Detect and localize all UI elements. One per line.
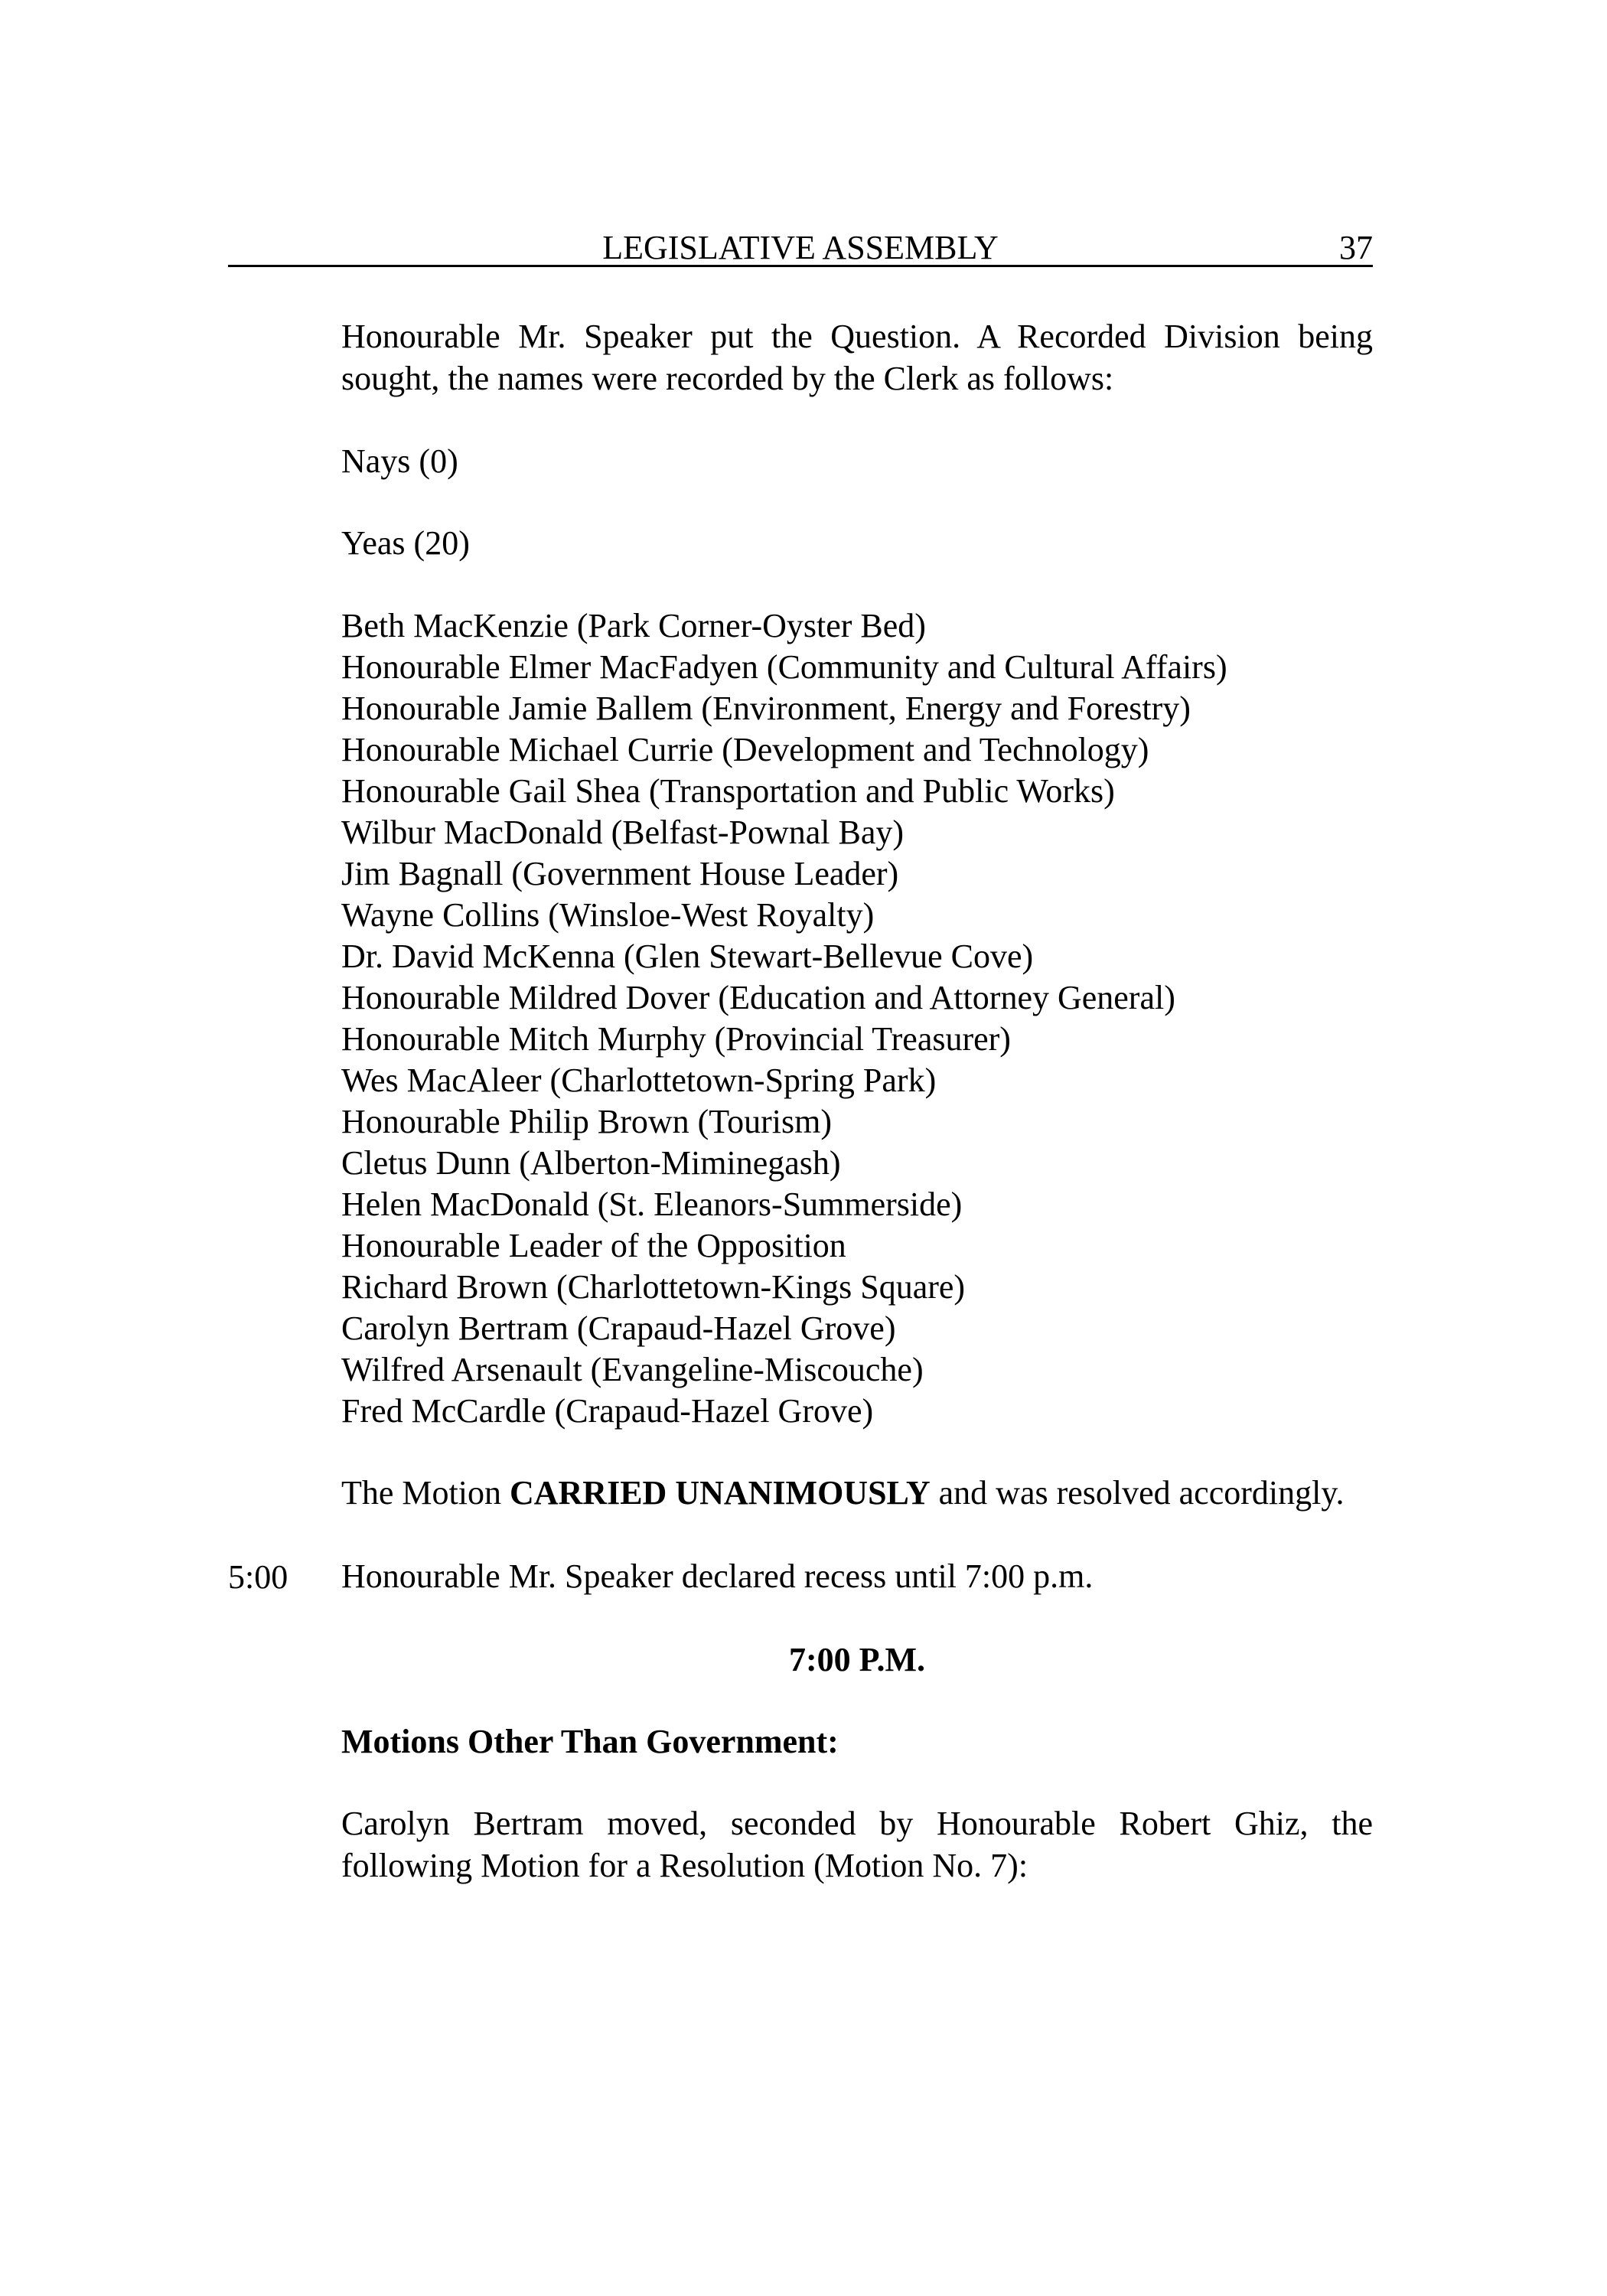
- list-item: Honourable Jamie Ballem (Environment, Energy and Forestry): [341, 690, 1191, 727]
- list-item: Wes MacAleer (Charlottetown-Spring Park): [341, 1062, 937, 1099]
- list-item: Wilfred Arsenault (Evangeline-Miscouche): [341, 1351, 924, 1388]
- running-header: [228, 227, 1373, 269]
- recess-text: Honourable Mr. Speaker declared recess until 7:00 p.m.: [341, 1557, 1094, 1595]
- list-item: Dr. David McKenna (Glen Stewart-Bellevue Cove): [341, 938, 1034, 975]
- intro-paragraph: Honourable Mr. Speaker put the Question. A Recorded Division being sought, the names were recorded by the Clerk as follows:: [341, 318, 1373, 397]
- list-item: Jim Bagnall (Government House Leader): [341, 855, 899, 892]
- motion-paragraph: Carolyn Bertram moved, seconded by Honourable Robert Ghiz, the following Motion for a Resolution (Motion No. 7):: [341, 1805, 1373, 1884]
- result-prefix: The Motion: [341, 1474, 510, 1512]
- list-item: Honourable Philip Brown (Tourism): [341, 1103, 832, 1140]
- list-item: Wayne Collins (Winsloe-West Royalty): [341, 896, 875, 934]
- list-item: Wilbur MacDonald (Belfast-Pownal Bay): [341, 814, 905, 851]
- nays-label: Nays (0): [341, 442, 458, 480]
- list-item: Fred McCardle (Crapaud-Hazel Grove): [341, 1392, 874, 1430]
- result-bold: CARRIED UNANIMOUSLY: [509, 1474, 931, 1512]
- page-number: 37: [1339, 229, 1373, 266]
- list-item: Honourable Mitch Murphy (Provincial Treasurer): [341, 1020, 1011, 1058]
- list-item: Richard Brown (Charlottetown-Kings Square): [341, 1268, 966, 1306]
- evening-heading: 7:00 P.M.: [788, 1641, 926, 1678]
- list-item: Honourable Mildred Dover (Education and Attorney General): [341, 979, 1175, 1016]
- result-suffix: and was resolved accordingly.: [930, 1474, 1345, 1512]
- motion-result: [341, 1473, 1373, 1514]
- list-item: Cletus Dunn (Alberton-Miminegash): [341, 1144, 841, 1182]
- list-item: Honourable Elmer MacFadyen (Community and Cultural Affairs): [341, 648, 1227, 686]
- header-rule: [228, 265, 1373, 267]
- list-item: Honourable Michael Currie (Development and Technology): [341, 731, 1149, 768]
- list-item: Beth MacKenzie (Park Corner-Oyster Bed): [341, 607, 926, 644]
- yeas-list: [341, 605, 1373, 1432]
- motions-heading: Motions Other Than Government:: [341, 1723, 839, 1760]
- header-title: LEGISLATIVE ASSEMBLY: [602, 229, 999, 266]
- yeas-label: Yeas (20): [341, 524, 470, 562]
- list-item: Honourable Gail Shea (Transportation and Public Works): [341, 772, 1115, 810]
- list-item: Helen MacDonald (St. Eleanors-Summerside): [341, 1186, 963, 1223]
- list-item: Honourable Leader of the Opposition: [341, 1227, 846, 1264]
- list-item: Carolyn Bertram (Crapaud-Hazel Grove): [341, 1309, 896, 1347]
- recess-time: 5:00: [228, 1558, 288, 1596]
